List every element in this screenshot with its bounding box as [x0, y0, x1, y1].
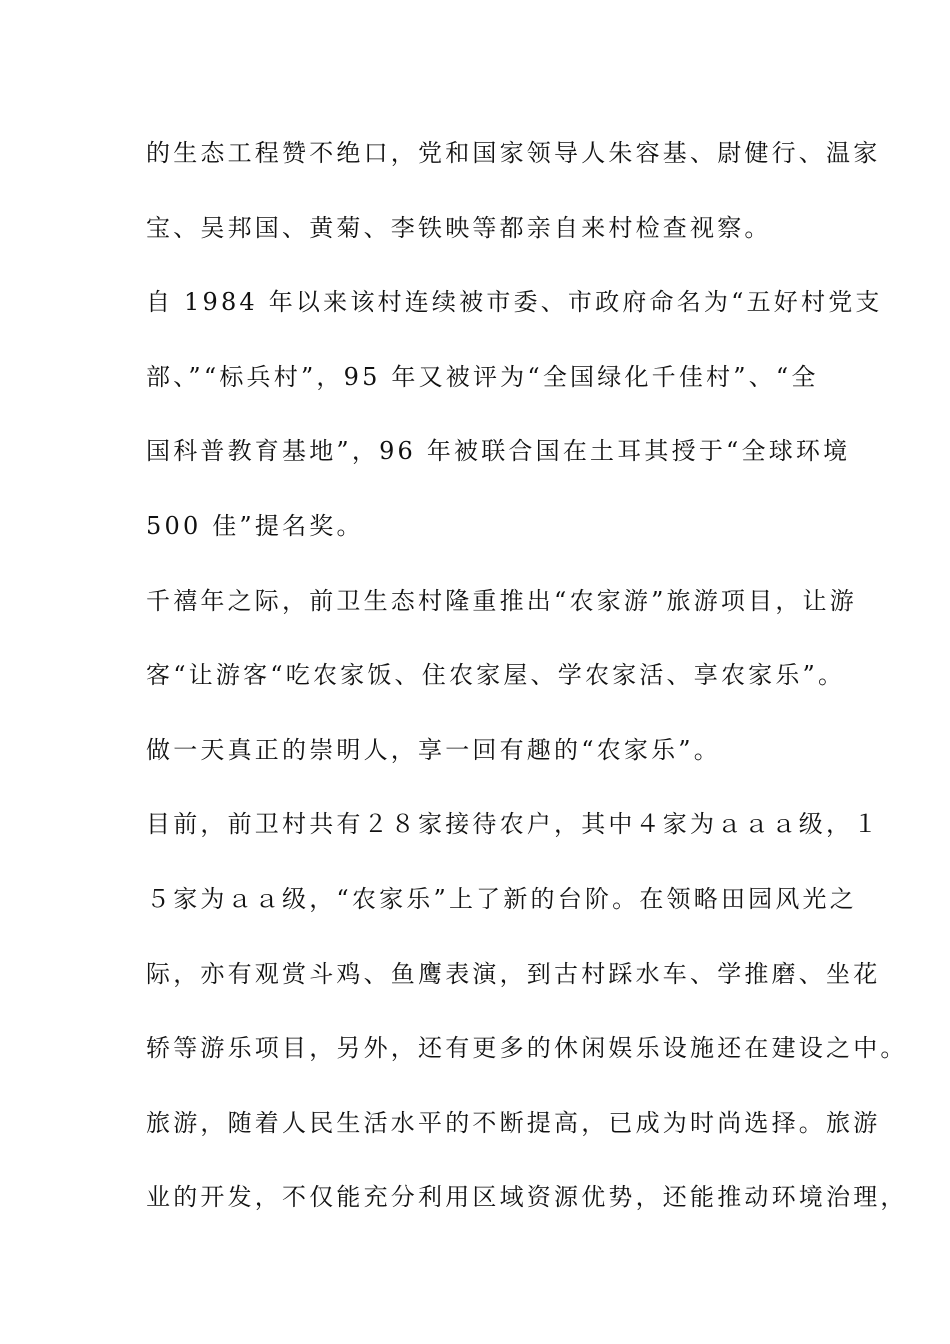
text-line: 业的开发，不仅能充分利用区域资源优势，还能推动环境治理，: [146, 1183, 908, 1211]
text-line: ５家为ａａ级，“农家乐”上了新的台阶。在领略田园风光之: [146, 885, 857, 913]
text-line: 旅游，随着人民生活水平的不断提高，已成为时尚选择。旅游: [146, 1109, 881, 1137]
text-line: 做一天真正的崇明人，享一回有趣的“农家乐”。: [146, 736, 721, 764]
text-line: 部、”“标兵村”，95 年又被评为“全国绿化千佳村”、“全: [146, 363, 819, 391]
text-line: 自 1984 年以来该村连续被市委、市政府命名为“五好村党支: [146, 288, 883, 316]
text-line: 国科普教育基地”，96 年被联合国在土耳其授于“全球环境: [146, 437, 851, 465]
text-line: 轿等游乐项目，另外，还有更多的休闲娱乐设施还在建设之中。: [146, 1034, 908, 1062]
text-line: 客“让游客“吃农家饭、住农家屋、学农家活、享农家乐”。: [146, 661, 846, 689]
text-line: 500 佳”提名奖。: [146, 512, 364, 540]
text-line: 的生态工程赞不绝口，党和国家领导人朱容基、尉健行、温家: [146, 139, 881, 167]
text-line: 目前，前卫村共有２８家接待农户，其中４家为ａａａ级，１: [146, 810, 881, 838]
text-line: 际，亦有观赏斗鸡、鱼鹰表演，到古村踩水车、学推磨、坐花: [146, 960, 881, 988]
text-line: 宝、吴邦国、黄菊、李铁映等都亲自来村检查视察。: [146, 214, 772, 242]
text-line: 千禧年之际，前卫生态村隆重推出“农家游”旅游项目，让游: [146, 587, 857, 615]
